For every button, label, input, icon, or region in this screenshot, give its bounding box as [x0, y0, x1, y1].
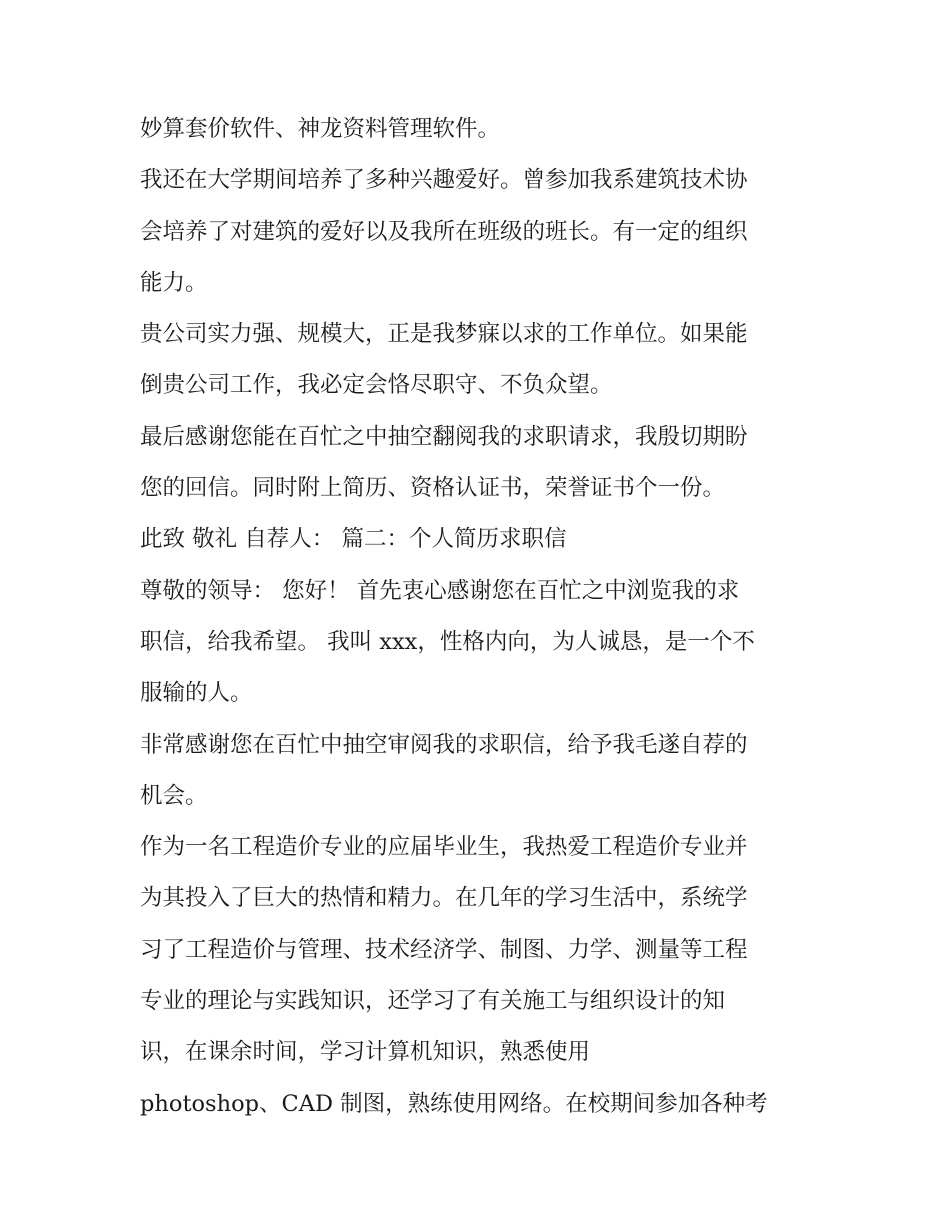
text-line: 贵公司实力强、规模大，正是我梦寐以求的工作单位。如果能 — [140, 321, 748, 348]
text-line: 倒贵公司工作，我必定会恪尽职守、不负众望。 — [140, 372, 613, 399]
text-line: 服输的人。 — [140, 680, 253, 707]
text-line: 会培养了对建筑的爱好以及我所在班级的班长。有一定的组织 — [140, 218, 748, 245]
text-line: 习了工程造价与管理、技术经济学、制图、力学、测量等工程 — [140, 936, 748, 963]
text-line: 此致 敬礼 自荐人： 篇二：个人简历求职信 — [140, 526, 567, 553]
text-line: 能力。 — [140, 269, 208, 296]
text-line: 我还在大学期间培养了多种兴趣爱好。曾参加我系建筑技术协 — [140, 167, 748, 194]
text-line: 识，在课余时间，学习计算机知识，熟悉使用 — [140, 1039, 591, 1066]
text-line: 您的回信。同时附上简历、资格认证书，荣誉证书个一份。 — [140, 475, 726, 502]
text-line: 机会。 — [140, 782, 208, 809]
text-line: 尊敬的领导： 您好！ 首先衷心感谢您在百忙之中浏览我的求 — [140, 577, 740, 604]
text-line: 职信，给我希望。 我叫 xxx，性格内向，为人诚恳，是一个不 — [140, 628, 755, 655]
text-line: 最后感谢您能在百忙之中抽空翻阅我的求职请求，我殷切期盼 — [140, 423, 748, 450]
text-line: 妙算套价软件、神龙资料管理软件。 — [140, 116, 501, 142]
document-body — [140, 104, 830, 1130]
text-line: 专业的理论与实践知识，还学习了有关施工与组织设计的知 — [140, 988, 726, 1015]
text-line: 作为一名工程造价专业的应届毕业生，我热爱工程造价专业并 — [140, 834, 748, 861]
text-line: 非常感谢您在百忙中抽空审阅我的求职信，给予我毛遂自荐的 — [140, 731, 748, 758]
text-line: 为其投入了巨大的热情和精力。在几年的学习生活中，系统学 — [140, 885, 748, 912]
text-line: photoshop、CAD 制图，熟练使用网络。在校期间参加各种考 — [140, 1090, 768, 1117]
